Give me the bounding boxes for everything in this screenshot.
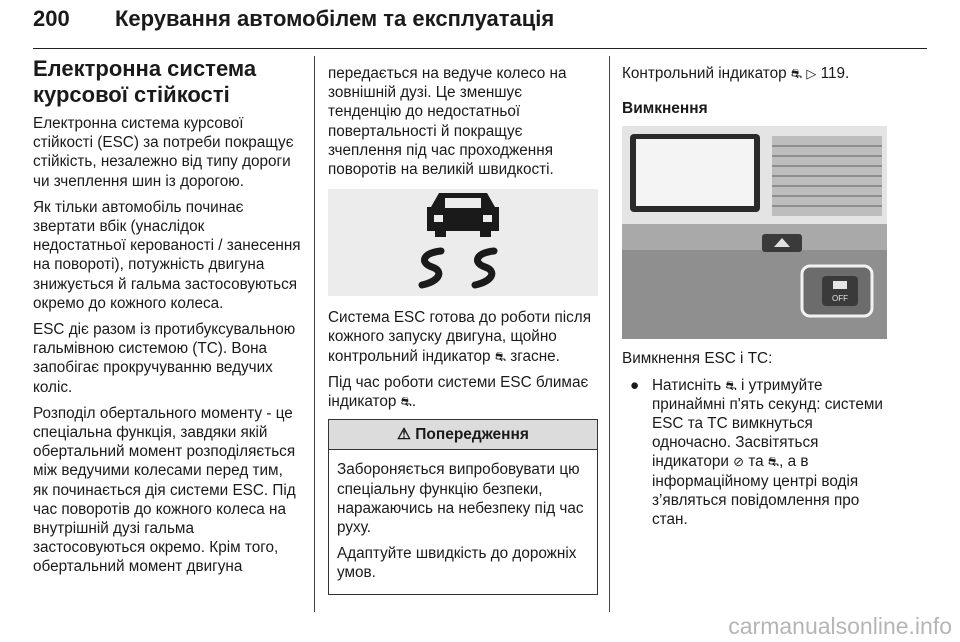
warning-title: Попередження bbox=[415, 426, 529, 444]
watermark: carmanualsonline.info bbox=[728, 613, 952, 639]
warning-header bbox=[329, 420, 597, 450]
dashboard-illustration bbox=[622, 126, 887, 339]
paragraph: Електронна система курсової стійкості (ESC) за потреби покращує стійкість, незалежно від типу дороги чи зчеплення шин із дорогою. bbox=[33, 115, 294, 190]
chapter-title: Керування автомобілем та експлуатація bbox=[115, 6, 555, 31]
column-3 bbox=[622, 64, 887, 529]
esc-symbol-illustration bbox=[328, 189, 598, 296]
skidding-car-icon bbox=[328, 189, 598, 296]
subsection-heading: Вимкнення bbox=[622, 100, 708, 118]
esc-indicator-icon: ⛐ bbox=[790, 66, 803, 81]
column-divider-2 bbox=[609, 56, 610, 612]
column-1 bbox=[33, 56, 301, 584]
header-rule bbox=[33, 48, 927, 49]
paragraph: ESC діє разом із протибуксувальною гальмівною системою (TC). Вона запобігає прокручуванню ведучих коліс. bbox=[33, 321, 296, 396]
paragraph: Під час роботи системи ESC блимає індикатор ⛐. bbox=[328, 373, 589, 411]
esc-off-indicator-icon: ⛐ bbox=[767, 454, 780, 470]
tc-off-indicator-icon: ⊘ bbox=[733, 454, 745, 470]
page-number: 200 bbox=[33, 6, 70, 31]
esc-indicator-icon: ⛐ bbox=[494, 348, 507, 364]
section-heading: Електронна система курсової стійкості bbox=[33, 56, 257, 107]
list-item-text: Натисніть ⛐ і утримуйте принаймні п'ять секунд: системи ESC та TC вимкнуться одночасно. Засвітяться індикатори ⊘ та ⛐, а в інформаційному центрі водія з’являться повідомлення про стан. bbox=[652, 376, 883, 529]
paragraph: Розподіл обертального моменту - це спеціальна функція, завдяки якій обертальний момент розподіляється між ведучими колесами перед тим, як починається дія системи ESC. Під час поворотів до кожного колеса на внутрішній дузі гальма застосовуються окремо. Крім того, обертальний момент двигуна bbox=[33, 404, 296, 576]
warning-body bbox=[329, 450, 597, 593]
paragraph: передається на ведуче колесо на зовнішній дузі. Це зменшує тенденцію до недостатньої повертальності й покращує зчеплення під час проходження поворотів на великій швидкості. bbox=[328, 65, 567, 179]
dashboard-photo bbox=[622, 126, 887, 339]
warning-paragraph: Забороняється випробовувати цю спеціальну функцію безпеки, наражаючись на небезпеку під час руху. bbox=[337, 461, 584, 537]
paragraph: Як тільки автомобіль починає звертати вбік (унаслідок недостатньої керованості / занесення на повороті), потужність двигуна знижується й гальма застосовуються окремо до кожного колеса. bbox=[33, 198, 301, 312]
esc-indicator-icon: ⛐ bbox=[400, 394, 412, 410]
warning-paragraph: Адаптуйте швидкість до дорожніх умов. bbox=[337, 545, 577, 582]
esc-off-button-icon: ⛐ bbox=[725, 377, 737, 393]
photo-off-label: OFF bbox=[832, 294, 848, 304]
page-header bbox=[33, 6, 554, 32]
paragraph: Контрольний індикатор ⛐ ▷ 119. bbox=[622, 65, 850, 82]
warning-box bbox=[328, 419, 598, 594]
list-item bbox=[630, 376, 887, 530]
warning-icon: ⚠ bbox=[397, 426, 411, 444]
page-reference-icon: ▷ bbox=[806, 66, 817, 81]
bullet-icon: ● bbox=[630, 376, 640, 394]
column-divider-1 bbox=[314, 56, 315, 612]
photo-caption: Вимкнення ESC і TC: bbox=[622, 350, 773, 368]
column-2 bbox=[328, 64, 598, 595]
paragraph: Система ESC готова до роботи після кожного запуску двигуна, щойно контрольний індикатор ⛐ згасне. bbox=[328, 309, 591, 365]
